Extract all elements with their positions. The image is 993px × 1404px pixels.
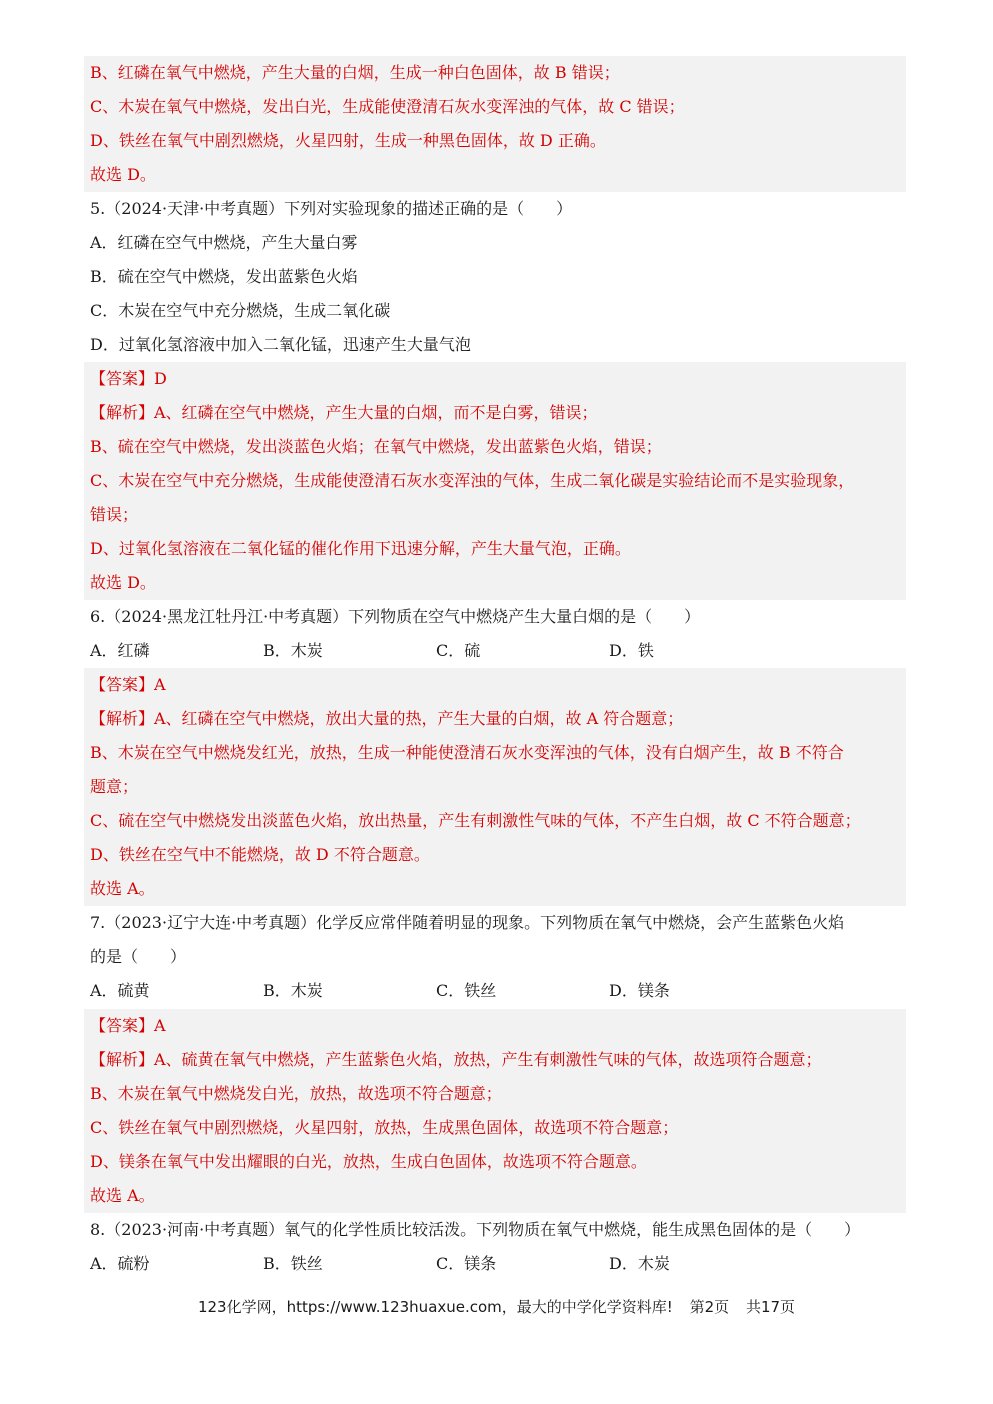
options-row [84,1247,906,1281]
page-footer [0,1296,993,1317]
analysis-line: 错误； [90,505,139,524]
analysis-line: C、硫在空气中燃烧发出淡蓝色火焰，放出热量，产生有刺激性气味的气体，不产生白烟，故 C 不符合题意； [90,811,861,830]
analysis-line: 题意； [90,777,139,796]
analysis-line: D、镁条在氧气中发出耀眼的白光，放热，生成白色固体，故选项不符合题意。 [90,1152,647,1171]
option: C．木炭在空气中充分燃烧，生成二氧化碳 [90,301,391,320]
option: A．硫粉 [90,1254,150,1273]
option: A．红磷在空气中燃烧，产生大量白雾 [90,233,358,252]
option: B．铁丝 [263,1254,323,1273]
analysis-line: B、木炭在空气中燃烧发红光，放热，生成一种能使澄清石灰水变浑浊的气体，没有白烟产生，故 B 不符合 [90,743,844,762]
analysis-line: 【解析】A、红磷在空气中燃烧，放出大量的热，产生大量的白烟，故 A 符合题意； [90,709,684,728]
option: D．过氧化氢溶液中加入二氧化锰，迅速产生大量气泡 [90,335,471,354]
option: A．红磷 [90,641,150,660]
question-stem: 8.（2023·河南·中考真题）氧气的化学性质比较活泼。下列物质在氧气中燃烧，能生成黑色固体的是（ ） [90,1220,861,1239]
analysis-line: 【解析】A、红磷在空气中燃烧，产生大量的白烟，而不是白雾，错误； [90,403,598,422]
option: B．木炭 [263,641,323,660]
question-stem: 5.（2024·天津·中考真题）下列对实验现象的描述正确的是（ ） [90,199,573,218]
analysis-line: C、铁丝在氧气中剧烈燃烧，火星四射，放热，生成黑色固体，故选项不符合题意； [90,1118,679,1137]
q5-answer-block [84,362,906,600]
analysis-line: 故选 D。 [90,165,156,184]
question-6 [84,600,906,668]
footer-total-pages: 共17页 [745,1298,796,1316]
analysis-line: D、铁丝在氧气中剧烈燃烧，火星四射，生成一种黑色固体，故 D 正确。 [90,131,606,150]
option: D．铁 [609,641,654,660]
option: A．硫黄 [90,981,150,1000]
question-8 [84,1213,906,1281]
option: C．镁条 [436,1254,497,1273]
question-stem: 6.（2024·黑龙江牡丹江·中考真题）下列物质在空气中燃烧产生大量白烟的是（ ） [90,607,701,626]
analysis-line: 故选 A。 [90,1186,155,1205]
q6-answer-block [84,668,906,906]
prev-analysis-block [84,56,906,192]
option: C．硫 [436,641,481,660]
question-7 [84,906,906,1008]
analysis-line: 故选 A。 [90,879,155,898]
footer-site: 123化学网，https://www.123huaxue.com，最大的中学化学资料库! [197,1298,673,1316]
option: D．木炭 [609,1254,670,1273]
analysis-line: 【解析】A、硫黄在氧气中燃烧，产生蓝紫色火焰，放热，产生有刺激性气味的气体，故选项符合题意； [90,1050,822,1069]
option: B．硫在空气中燃烧，发出蓝紫色火焰 [90,267,358,286]
analysis-line: C、木炭在空气中充分燃烧，生成能使澄清石灰水变浑浊的气体，生成二氧化碳是实验结论而不是实验现象， [90,471,855,490]
answer: 【答案】D [90,369,167,388]
footer-page-number: 第2页 [689,1298,730,1316]
answer: 【答案】A [90,1016,166,1035]
answer: 【答案】A [90,675,166,694]
question-stem: 的是（ ） [90,947,187,966]
option: C．铁丝 [436,981,497,1000]
analysis-line: B、硫在空气中燃烧，发出淡蓝色火焰；在氧气中燃烧，发出蓝紫色火焰，错误； [90,437,662,456]
option: D．镁条 [609,981,670,1000]
q7-answer-block [84,1009,906,1213]
analysis-line: D、过氧化氢溶液在二氧化锰的催化作用下迅速分解，产生大量气泡，正确。 [90,539,631,558]
question-stem: 7.（2023·辽宁大连·中考真题）化学反应常伴随着明显的现象。下列物质在氧气中燃烧，会产生蓝紫色火焰 [90,913,845,932]
options-row [84,974,906,1008]
analysis-line: D、铁丝在空气中不能燃烧，故 D 不符合题意。 [90,845,430,864]
analysis-line: B、红磷在氧气中燃烧，产生大量的白烟，生成一种白色固体，故 B 错误； [90,63,620,82]
analysis-line: C、木炭在氧气中燃烧，发出白光，生成能使澄清石灰水变浑浊的气体，故 C 错误； [90,97,685,116]
question-5 [84,192,906,362]
analysis-line: B、木炭在氧气中燃烧发白光，放热，故选项不符合题意； [90,1084,502,1103]
option: B．木炭 [263,981,323,1000]
options-row [84,634,906,668]
analysis-line: 故选 D。 [90,573,156,592]
